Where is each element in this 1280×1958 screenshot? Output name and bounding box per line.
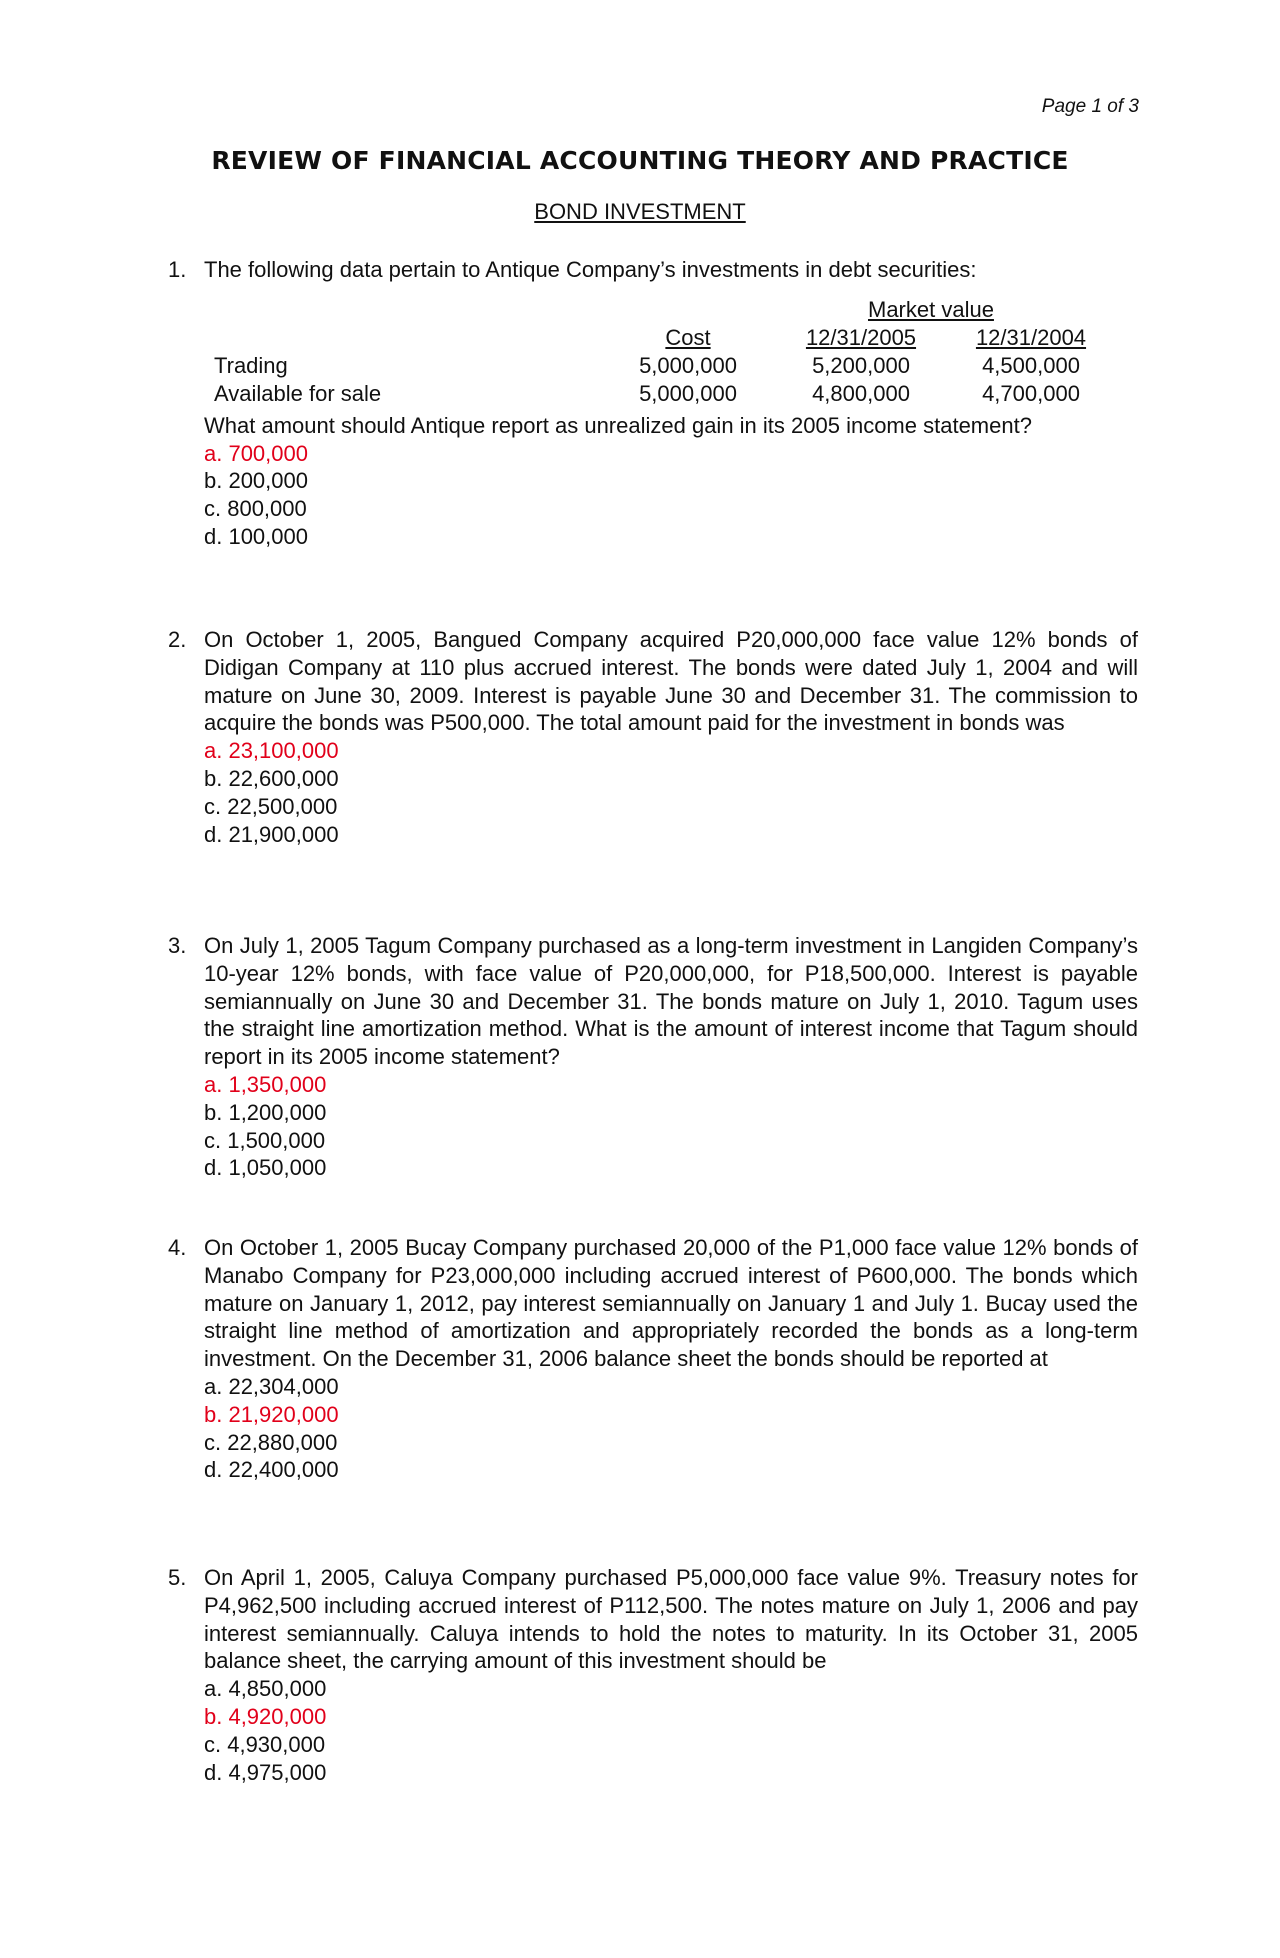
question-number: 2. xyxy=(168,627,187,652)
cell-2005: 4,800,000 xyxy=(812,380,910,406)
question-3 xyxy=(170,932,1138,1182)
cell-cost: 5,000,000 xyxy=(639,380,737,406)
answer-options xyxy=(204,1373,1138,1484)
option-b: b. 200,000 xyxy=(204,468,308,494)
option-d: d. 22,400,000 xyxy=(204,1457,339,1483)
answer-options xyxy=(204,440,1138,551)
date-2005-header: 12/31/2005 xyxy=(805,324,917,350)
row-label: Trading xyxy=(214,352,288,378)
cell-2004: 4,500,000 xyxy=(982,352,1080,378)
question-text: On October 1, 2005 Bucay Company purchased 20,000 of the P1,000 face value 12% bonds of Manabo Company for P23,000,000 including accrued interest of P600,000. The bonds which mature on January 1, 2012, pay interest semiannually on January 1 and July 1. Bucay used the straight line method of amortization and appropriately recorded the bonds as a long-term investment. On the December 31, 2006 balance sheet the bonds should be reported at xyxy=(204,1235,1138,1372)
option-b: b. 22,600,000 xyxy=(204,765,339,791)
option-a: a. 22,304,000 xyxy=(204,1373,339,1399)
option-c: c. 4,930,000 xyxy=(204,1731,326,1757)
question-number: 5. xyxy=(168,1565,187,1590)
question-5 xyxy=(170,1564,1138,1786)
option-d: d. 1,050,000 xyxy=(204,1155,327,1181)
answer-options xyxy=(204,737,1138,848)
row-label: Available for sale xyxy=(214,380,382,406)
cell-cost: 5,000,000 xyxy=(639,352,737,378)
option-b: b. 1,200,000 xyxy=(204,1099,327,1125)
question-text: On October 1, 2005, Bangued Company acquired P20,000,000 face value 12% bonds of Didigan Company at 110 plus accrued interest. The bonds were dated July 1, 2004 and will mature on June 30, 2009. Interest is payable June 30 and December 31. The commission to acquire the bonds was P500,000. The total amount paid for the investment in bonds was xyxy=(204,627,1138,736)
document-title: REVIEW OF FINANCIAL ACCOUNTING THEORY AND PRACTICE xyxy=(211,146,1069,175)
question-text: On July 1, 2005 Tagum Company purchased as a long-term investment in Langiden Company’s 10-year 12% bonds, with face value of P20,000,000, for P18,500,000. Interest is payable semiannually on June 30 and December 31. The bonds mature on July 1, 2010. Tagum uses the straight line amortization method. What is the amount of interest income that Tagum should report in its 2005 income statement? xyxy=(204,933,1138,1070)
market-value-header: Market value xyxy=(868,296,994,322)
question-text: On April 1, 2005, Caluya Company purchased P5,000,000 face value 9%. Treasury notes for P4,962,500 including accrued interest of P112,500. The notes mature on July 1, 2006 and pay interest semiannually. Caluya intends to hold the notes to maturity. In its October 31, 2005 balance sheet, the carrying amount of this investment should be xyxy=(204,1565,1138,1674)
cell-2005: 5,200,000 xyxy=(812,352,910,378)
question-prompt: What amount should Antique report as unrealized gain in its 2005 income statement? xyxy=(204,412,1032,438)
investment-table xyxy=(170,296,1138,406)
question-4 xyxy=(170,1234,1138,1484)
option-b: b. 21,920,000 xyxy=(204,1401,339,1427)
option-c: c. 1,500,000 xyxy=(204,1127,326,1153)
option-c: c. 22,500,000 xyxy=(204,793,338,819)
question-number: 1. xyxy=(168,257,187,282)
question-number: 3. xyxy=(168,933,187,958)
page-number: Page 1 of 3 xyxy=(1041,96,1139,117)
option-a: a. 700,000 xyxy=(204,440,308,466)
option-d: d. 100,000 xyxy=(204,523,308,549)
cost-header: Cost xyxy=(665,324,711,350)
question-number: 4. xyxy=(168,1235,187,1260)
question-1 xyxy=(170,256,1138,551)
option-c: c. 22,880,000 xyxy=(204,1429,338,1455)
option-c: c. 800,000 xyxy=(204,496,307,522)
option-a: a. 1,350,000 xyxy=(204,1071,327,1097)
question-text: The following data pertain to Antique Company’s investments in debt securities: xyxy=(204,257,977,282)
answer-options xyxy=(204,1071,1138,1182)
option-d: d. 21,900,000 xyxy=(204,821,339,847)
option-a: a. 23,100,000 xyxy=(204,738,339,764)
question-2 xyxy=(170,626,1138,848)
cell-2004: 4,700,000 xyxy=(982,380,1080,406)
option-b: b. 4,920,000 xyxy=(204,1703,327,1729)
date-2004-header: 12/31/2004 xyxy=(975,324,1087,350)
section-subtitle: BOND INVESTMENT xyxy=(534,199,746,224)
option-d: d. 4,975,000 xyxy=(204,1759,327,1785)
option-a: a. 4,850,000 xyxy=(204,1676,327,1702)
answer-options xyxy=(204,1675,1138,1786)
